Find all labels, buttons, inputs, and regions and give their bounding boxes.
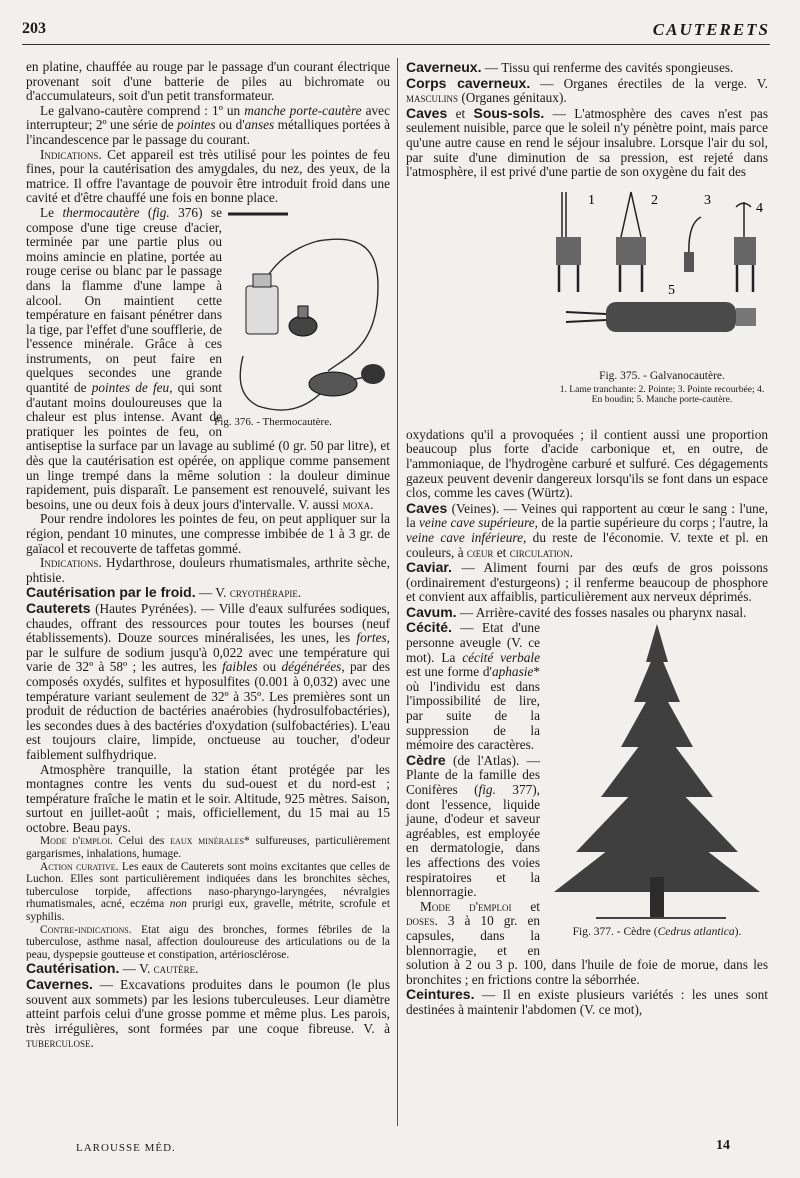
figure-legend: 1. Lame tranchante: 2. Pointe; 3. Pointe recourbée; 4. En boudin; 5. Manche porte-cautère. bbox=[559, 383, 765, 406]
paragraph: Indications. Hydarthrose, douleurs rhumatismales, arthrite sèche, phtisie. bbox=[26, 555, 390, 585]
entry-corps-caverneux: Corps caverneux. — Organes érectiles de la verge. V. masculins (Organes génitaux). bbox=[406, 74, 769, 106]
footer-publisher: LAROUSSE MÉD. bbox=[76, 1142, 176, 1154]
galvanocautere-illustration bbox=[406, 182, 768, 367]
footer-signature: 14 bbox=[716, 1138, 730, 1153]
entry-ceintures: Ceintures. — Il en existe plusieurs variétés : les unes sont destinées à maintenir l'abdomen (V. ce mot), bbox=[406, 986, 768, 1017]
paragraph: Contre-indications. Etat aigu des bronches, formes fébriles de la tuberculose, asthme nasal, affection douloureuse des articulations ou de la peau, dyspepsie goutteuse et constipation, artériosclérose. bbox=[26, 923, 390, 961]
paragraph: Pour rendre indolores les pointes de feu, on peut appliquer sur la région, pendant 10 minutes, une compresse imbibée de 1 à 3 gr. de gaïacol et recouverte de taffetas gommé. bbox=[26, 511, 390, 556]
thermocautere-illustration bbox=[228, 206, 390, 432]
paragraph: Action curative. Les eaux de Cauterets sont moins excitantes que celles de Luchon. Elles sont particulièrement indiquées dans les bronchites sèches, tuberculose torpide, affections naso-pharyngo-laryngées, névralgies rhumatismales, acné, eczéma non prurigi eux, gravelle, métrite, scrofule et syphilis. bbox=[26, 860, 390, 924]
paragraph: Mode d'emploi. Celui des eaux minérales* sulfureuses, particulièrement gargarismes, inhalations, humage. bbox=[26, 835, 391, 861]
entry-cauterisation: Cautérisation. — V. cautère. bbox=[26, 960, 199, 977]
fig375-label: 3 bbox=[704, 192, 711, 208]
entry-caves-veines: Caves (Veines). — Veines qui rapportent au cœur le sang : l'une, la veine cave supérieure, de la partie supérieure du corps ; l'autre, la veine cave inférieure, du reste de l'économie. V. texte et pl. en couleurs, à cœur et circulation. bbox=[406, 499, 768, 560]
entry-cecite: Cécité. — Etat d'une personne aveugle (V. ce mot). La cécité verbale est une forme d'aphasie* où l'individu est dans l'impossibilité de lire, par suite de la suppression de la mémoire des caractères. bbox=[406, 619, 540, 753]
figure-caption: Fig. 377. - Cèdre (Cedrus atlantica). bbox=[572, 926, 742, 939]
entry-cavernes: Cavernes. — Excavations produites dans le poumon (le plus souvent aux sommets) par les lesions tuberculeuses. Leur diamètre atteint parfois celui d'une grosse pomme et même plus. Les parois, très irrégulières, sont formées par une coque fibreuse. V. à tuberculose. bbox=[26, 976, 390, 1051]
cedar-tree-illustration bbox=[546, 622, 768, 924]
header-rule bbox=[22, 44, 770, 45]
figure-375 bbox=[406, 182, 768, 424]
fig375-label: 4 bbox=[756, 200, 763, 216]
column-divider bbox=[397, 58, 398, 1126]
paragraph: oxydations qu'il a provoquées ; il contient aussi une proportion beaucoup plus forte d'acide carbonique et, en outre, de l'ammoniaque, de l'hydrogène carburé et sulfuré. Ces dégagements gazeux peuvent devenir dangereux lorsqu'ils se font dans un espace clos, comme les caves (Würtz). bbox=[406, 426, 768, 501]
paragraph: Le galvano-cautère comprend : 1º un manche porte-cautère avec interrupteur; 2º une série de pointes ou d'anses métalliques portées à l'incandescence par le passage du courant. bbox=[26, 102, 390, 147]
page-number: 203 bbox=[22, 20, 46, 37]
fig375-label: 2 bbox=[651, 192, 658, 208]
entry-cauterisation-froid: Cautérisation par le froid. — V. cryothérapie. bbox=[26, 584, 302, 601]
running-title: CAUTERETS bbox=[652, 20, 770, 39]
fig375-label: 1 bbox=[588, 192, 595, 208]
entry-cauterets: Cauterets (Hautes Pyrénées). — Ville d'eaux sulfurées sodiques, chaudes, offrant des ressources pour toutes les bourses (neuf établissements). Douze sources minéralisées, les unes, les fortes, par le sulfure de sodium jusqu'à 0,022 avec une température qui varie de 32º à 58º ; les autres, les faibles ou dégénérées, par des composés oxydés, sulfites et hyposulfites (0.001 à 0,032) avec une température variant seulement de 32º à 35º. Les premières sont un produit de réduction de bactéries anaérobies (hydrosulfobactéries), les secondes dues à des bactéries d'oxydation (sulfobactéries). L'eau est toujours claire, limpide, onctueuse au toucher, d'odeur faiblement sulfhydrique. bbox=[26, 599, 391, 762]
paragraph: Mode d'emploi et doses. 3 à 10 gr. en capsules, dans la blennorragie, et en solution à 2 ou 3 p. 100, dans l'huile de foie de morue, dans les bronchites ; en frictions contre la séborrhée. bbox=[406, 898, 768, 987]
entry-caverneux: Caverneux. — Tissu qui renferme des cavités spongieuses. bbox=[406, 59, 734, 75]
figure-376 bbox=[214, 206, 390, 432]
figure-caption: Fig. 376. - Thermocautère. bbox=[214, 415, 332, 428]
paragraph: en platine, chauffée au rouge par le passage d'un courant électrique provenant soit d'une batterie de piles au bichromate ou d'accumulateurs, soit d'un petit transformateur. bbox=[26, 59, 390, 104]
entry-cedre: Cèdre (de l'Atlas). — Plante de la famille des Conifères (fig. 377), dont l'essence, liquide jaune, d'odeur et saveur agréables, est employée en dermatologie, dans les affections des voies respiratoires et la blennorragie. bbox=[406, 751, 540, 900]
entry-cavum: Cavum. — Arrière-cavité des fosses nasales ou pharynx nasal. bbox=[406, 603, 747, 620]
figure-caption: Fig. 375. - Galvanocautère. bbox=[599, 369, 725, 382]
left-column bbox=[26, 60, 390, 1051]
paragraph: Indications. Cet appareil est très utilisé pour les pointes de feu fines, pour la cautérisation des amygdales, du nez, des yeux, de la matrice. Il offre l'avantage de pouvoir être introduit froid dans une cavité et d'être chauffé une fois en bonne place. bbox=[26, 146, 390, 206]
fig375-label: 5 bbox=[668, 282, 675, 298]
paragraph: Atmosphère tranquille, la station étant protégée par les montagnes contre les vents du sud-ouest et du nord-est ; température fraîche le matin et le soir. Altitude, 925 mètres. Saison, surtout en juillet-août ; mais, officiellement, du 15 mai au 15 octobre. Beau pays. bbox=[26, 761, 390, 835]
entry-caves-sous-sols: Caves et Sous-sols. — L'atmosphère des caves n'est pas seulement nuisible, parce que le soleil n'y pénètre point, mais parce qu'une autre cause en rend le séjour insalubre. Lorsque l'air du sol, par suite d'une diminution de sa pression, est rejeté dans l'atmosphère, il est privé d'une partie de son oxygène du fait des bbox=[406, 104, 769, 180]
paragraph: Le thermocautère (fig. 376) se compose d'une tige creuse d'acier, terminée par une partie plus ou moins amincie en platine, portée au rouge cerise ou blanc par le passage dans la flamme d'une lampe à alcool. On maintient cette température en faisant pénétrer dans la tige, par l'effet d'une soufflerie, de l'essence minérale. Grâce à ces instruments, on peut faire en quelques secondes une grande quantité de pointes de feu, qui sont d'autant moins douloureuses que la chaleur est plus intense. Avant de pratiquer les pointes de feu, on antiseptise la surface par un lavage au sublimé (0 gr. 50 par litre), et dès que la cautérisation est opérée, on applique comme pansement un linge trempé dans la même solution : la douleur diminue rapidement, puis disparaît. Le pansement est renouvelé, suivant les besoins, une ou deux fois à deux jours d'intervalle. V. aussi moxa. bbox=[26, 204, 390, 512]
right-column bbox=[406, 60, 768, 1018]
entry-caviar: Caviar. — Aliment fourni par des œufs de gros poissons (ordinairement d'esturgeons) ; il renferme beaucoup de phosphore et convient aux affaiblis, particulièrement aux nerveux déprimés. bbox=[406, 559, 768, 605]
figure-377 bbox=[546, 622, 768, 944]
